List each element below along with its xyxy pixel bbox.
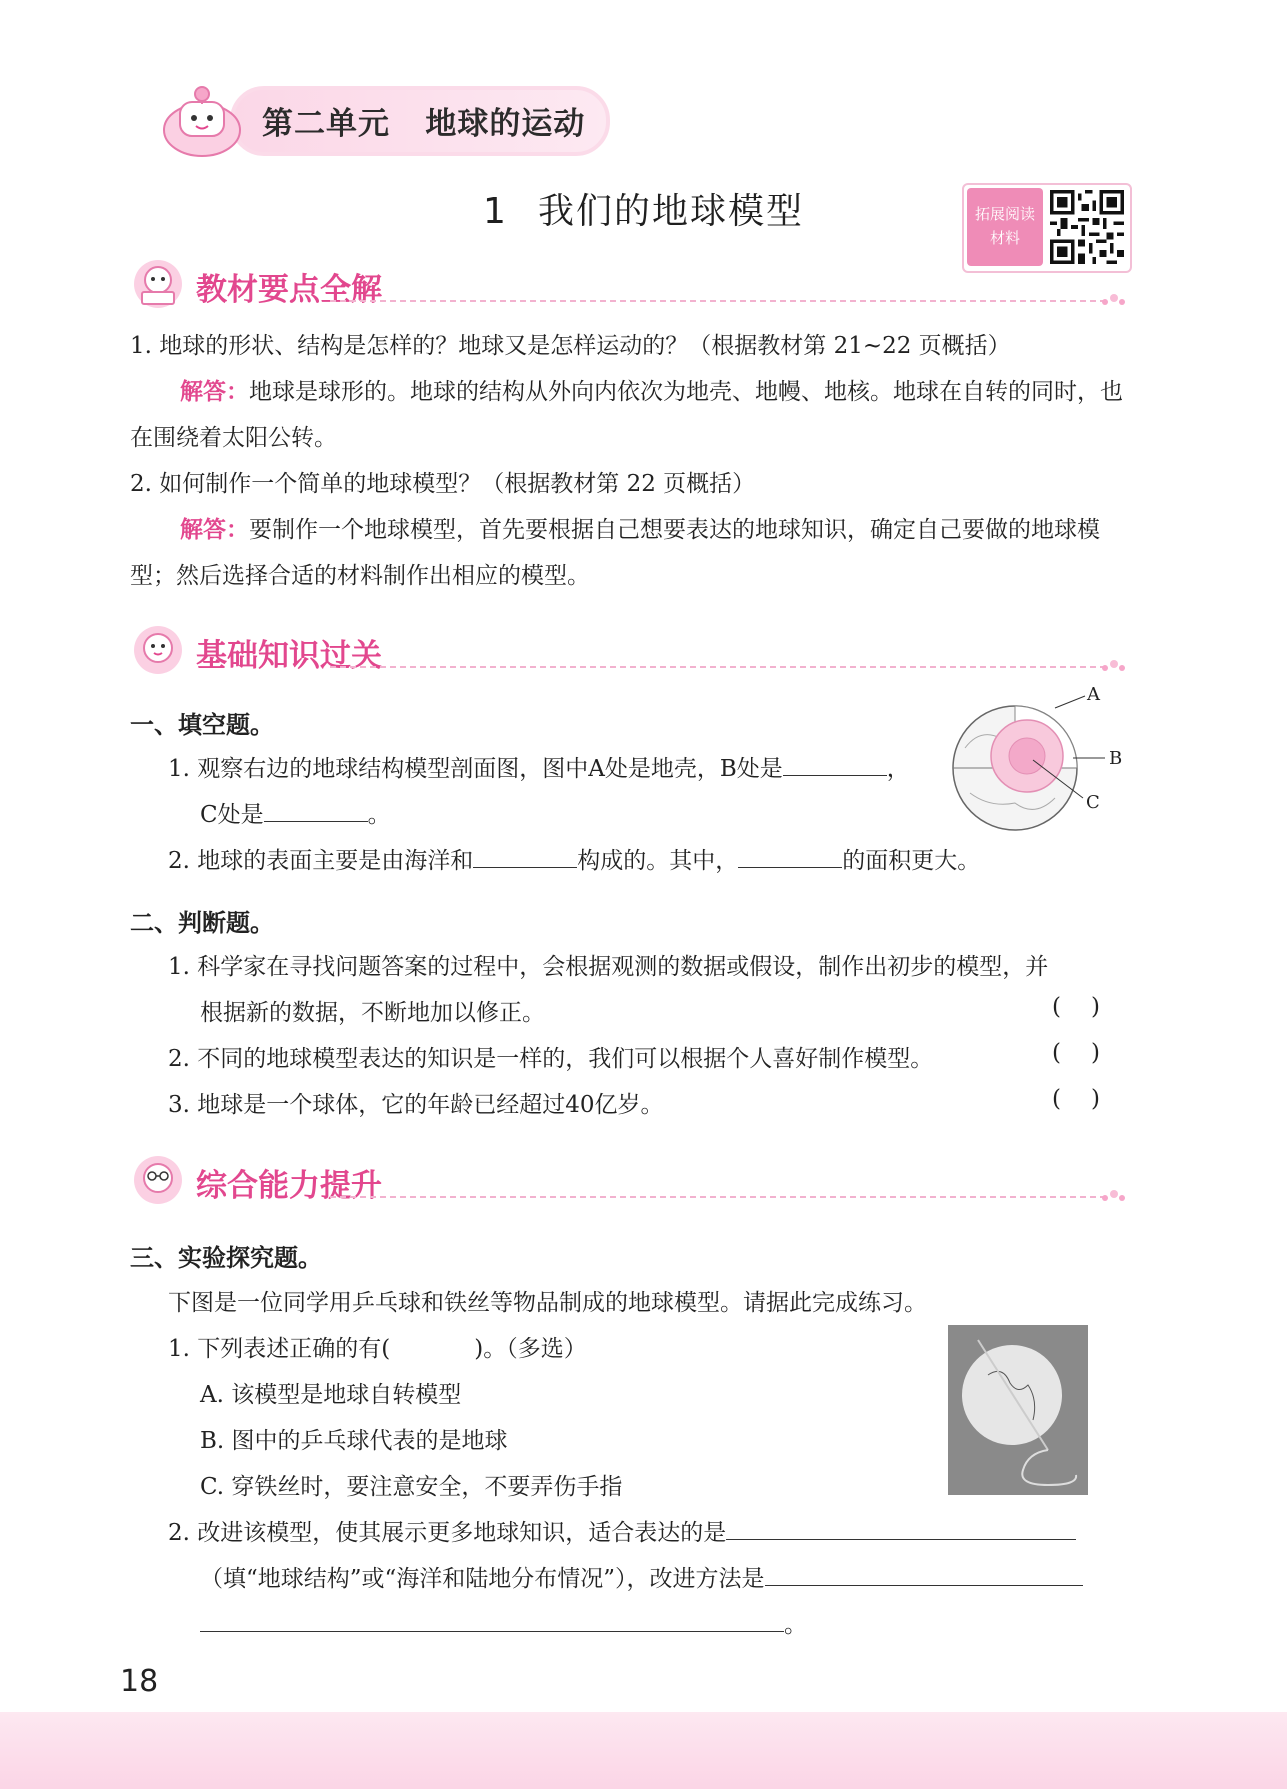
- figure-label-c: C: [1086, 792, 1100, 813]
- textbook-answer-1: [130, 369, 1126, 461]
- answer-text: 要制作一个地球模型，首先要根据自己想要表达的地球知识，确定自己要做的地球模型；然后选择合适的材料制作出相应的模型。: [130, 517, 1100, 589]
- answer-label: 解答：: [180, 379, 249, 405]
- option-b: B. 图中的乒乓球代表的是地球: [200, 1428, 508, 1454]
- experiment-intro: 下图是一位同学用乒乓球和铁丝等物品制成的地球模型。请据此完成练习。: [168, 1290, 927, 1316]
- lesson-number: 1: [483, 191, 508, 232]
- dots-decoration-icon: [1100, 656, 1126, 674]
- answer-blank[interactable]: [200, 1609, 784, 1632]
- answer-blank[interactable]: [726, 1517, 1076, 1540]
- pingpong-globe-icon: [948, 1325, 1088, 1495]
- mascot-icon: [150, 80, 260, 160]
- section-title: 基础知识过关: [196, 638, 382, 674]
- answer-blank[interactable]: [783, 753, 887, 776]
- judgment-heading: 二、判断题。: [130, 909, 274, 937]
- textbook-question-2: 2. 如何制作一个简单的地球模型？（根据教材第 22 页概括）: [130, 471, 756, 497]
- question-text: )。（多选）: [474, 1336, 587, 1362]
- question-text: 。: [367, 802, 391, 828]
- question-text: C处是: [200, 802, 264, 828]
- question-text: （填“地球结构”或“海洋和陆地分布情况”），改进方法是: [200, 1566, 765, 1592]
- footer-band: [0, 1712, 1287, 1789]
- earth-model-photo: [948, 1325, 1088, 1495]
- answer-blank[interactable]: [264, 799, 368, 822]
- judgment-question-1-cont: 根据新的数据，不断地加以修正。: [200, 1000, 545, 1026]
- answer-text: 地球是球形的。地球的结构从外向内依次为地壳、地幔、地核。地球在自转的同时，也在围绕着太阳公转。: [130, 379, 1123, 451]
- judgment-question-2: 2. 不同的地球模型表达的知识是一样的，我们可以根据个人喜好制作模型。: [168, 1046, 934, 1072]
- judgment-answer-paren[interactable]: (): [1052, 1040, 1130, 1066]
- section-divider: [330, 666, 1106, 668]
- question-text: 1. 观察右边的地球结构模型剖面图，图中A处是地壳，B处是: [168, 756, 783, 782]
- section-title: 综合能力提升: [196, 1168, 382, 1204]
- earth-structure-figure: [945, 678, 1135, 848]
- section-divider: [330, 1196, 1106, 1198]
- mascot-reading-icon: [130, 258, 186, 310]
- qr-code-icon[interactable]: [1050, 190, 1124, 264]
- section-header-textbook-points: [130, 254, 1126, 314]
- unit-banner: [150, 80, 610, 158]
- experiment-heading: 三、实验探究题。: [130, 1244, 322, 1272]
- section-divider: [330, 300, 1106, 302]
- question-text: ，: [886, 756, 910, 782]
- experiment-question-2-cont: [200, 1560, 1083, 1593]
- textbook-question-1: 1. 地球的形状、结构是怎样的？地球又是怎样运动的？（根据教材第 21~22 页概括）: [130, 333, 1011, 359]
- question-text: 2. 地球的表面主要是由海洋和: [168, 848, 474, 874]
- mascot-thinking-icon: [130, 624, 186, 676]
- experiment-question-1: [168, 1330, 587, 1363]
- question-text: 2. 改进该模型，使其展示更多地球知识，适合表达的是: [168, 1520, 727, 1546]
- figure-label-b: B: [1109, 748, 1123, 769]
- judgment-answer-paren[interactable]: (): [1052, 994, 1130, 1020]
- answer-blank[interactable]: [765, 1563, 1083, 1586]
- unit-title: 第二单元 地球的运动: [262, 106, 586, 142]
- fill-blank-heading: 一、填空题。: [130, 711, 274, 739]
- answer-blank[interactable]: [473, 845, 577, 868]
- mascot-glasses-icon: [130, 1154, 186, 1206]
- dots-decoration-icon: [1100, 290, 1126, 308]
- qr-label-line2: 材料: [989, 229, 1020, 247]
- page-number: 18: [120, 1664, 159, 1699]
- option-a: A. 该模型是地球自转模型: [200, 1382, 462, 1408]
- judgment-question-1: 1. 科学家在寻找问题答案的过程中，会根据观测的数据或假设，制作出初步的模型，并: [168, 954, 1049, 980]
- question-text: 1. 下列表述正确的有(: [168, 1336, 391, 1362]
- experiment-question-2: [168, 1514, 1076, 1547]
- judgment-question-3: 3. 地球是一个球体，它的年龄已经超过40亿岁。: [168, 1092, 664, 1118]
- qr-label-line1: 拓展阅读: [974, 205, 1035, 223]
- lesson-title-text: 我们的地球模型: [537, 191, 804, 232]
- section-header-ability: [130, 1150, 1126, 1210]
- fill-question-2: [168, 842, 980, 875]
- section-header-basic-knowledge: [130, 620, 1126, 680]
- answer-label: 解答：: [180, 517, 249, 543]
- question-text: 。: [784, 1612, 807, 1638]
- judgment-answer-paren[interactable]: (): [1052, 1086, 1130, 1112]
- fill-question-1: [168, 750, 910, 783]
- figure-label-a: A: [1087, 684, 1100, 705]
- question-text: 构成的。其中，: [577, 848, 739, 874]
- question-text: 的面积更大。: [842, 848, 981, 874]
- experiment-question-2-end: [200, 1606, 807, 1639]
- textbook-answer-2: [130, 507, 1126, 599]
- option-c: C. 穿铁丝时，要注意安全，不要弄伤手指: [200, 1474, 623, 1500]
- dots-decoration-icon: [1100, 1186, 1126, 1204]
- answer-blank[interactable]: [738, 845, 842, 868]
- fill-question-1-cont: [200, 796, 391, 829]
- section-title: 教材要点全解: [196, 272, 382, 308]
